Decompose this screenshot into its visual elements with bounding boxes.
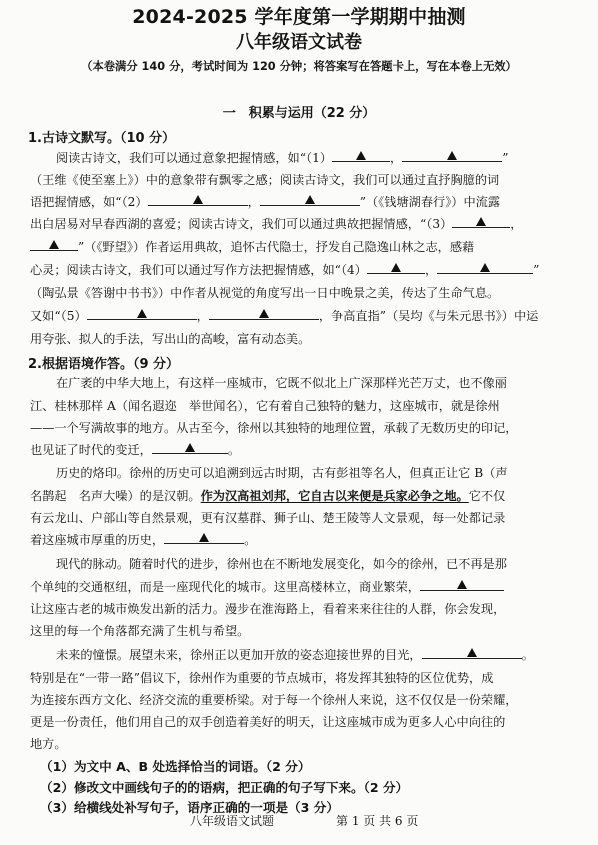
exam-title-year: 2024-2025 学年度第一学期期中抽测 bbox=[132, 6, 466, 28]
triangle-marker-icon bbox=[137, 309, 147, 318]
answer-blank[interactable] bbox=[437, 272, 533, 274]
text-segment: ， bbox=[510, 217, 523, 231]
subquestion-1: （1）为文中 A、B 处选择恰当的词语。（2 分） bbox=[40, 759, 311, 774]
text-segment: 。 bbox=[521, 648, 534, 662]
triangle-marker-icon bbox=[391, 263, 401, 272]
triangle-marker-icon bbox=[480, 263, 490, 272]
answer-blank[interactable] bbox=[422, 657, 522, 659]
passage-line: 地方。 bbox=[30, 737, 67, 751]
passage-line: 特别是在“一带一路”倡议下，徐州作为重要的节点城市，将发挥其独特的区位优势，成 bbox=[30, 671, 494, 685]
passage-line: 现代的脉动。随着时代的进步，徐州也在不断地发展变化，如今的徐州，已不再是那 bbox=[56, 557, 507, 571]
text-segment: 个单纯的交通枢纽，而是一座现代化的城市。这里高楼林立，商业繁荣， bbox=[30, 580, 420, 594]
passage-line: ——一个写满故事的地方。从古至今，徐州以其独特的地理位置，承载了无数历史的印记， bbox=[30, 421, 518, 435]
q1-line-8 bbox=[30, 307, 538, 324]
text-segment: ” bbox=[533, 263, 540, 277]
passage-line: 江、桂林那样 A（闻名遐迩 举世闻名），它有着自己独特的魅力，这座城市，就是徐州 bbox=[30, 399, 500, 413]
q1-line-9: 用夸张、拟人的手法，写出山的高峻，富有动态美。 bbox=[30, 332, 311, 346]
text-segment: ” bbox=[502, 151, 509, 165]
passage-line: 有云龙山、户部山等自然景观，更有汉墓群、狮子山、楚王陵等人文景观，每一处都记录 bbox=[30, 511, 506, 525]
text-segment: ， bbox=[424, 263, 438, 277]
answer-blank[interactable] bbox=[452, 226, 510, 228]
answer-blank[interactable] bbox=[87, 318, 197, 320]
text-segment: 未来的憧憬。展望未来，徐州正以更加开放的姿态迎接世界的目光， bbox=[56, 648, 422, 662]
triangle-marker-icon bbox=[49, 240, 59, 249]
footer-page-number: 第 1 页 共 6 页 bbox=[336, 814, 419, 828]
text-segment: 阅读古诗文，我们可以通过意象把握情感，如“（1） bbox=[56, 151, 333, 165]
underlined-sentence: 作为汉高祖刘邦，它自古以来便是兵家必争之地。 bbox=[200, 489, 469, 503]
text-segment: ，争高直指”（吴均《与朱元思书》）中运 bbox=[318, 309, 539, 323]
triangle-marker-icon bbox=[447, 151, 457, 160]
triangle-marker-icon bbox=[467, 648, 477, 657]
triangle-marker-icon bbox=[457, 580, 467, 589]
text-segment: ”（《钱塘湖春行》）中流露 bbox=[359, 195, 501, 209]
triangle-marker-icon bbox=[356, 151, 366, 160]
passage-line bbox=[30, 487, 505, 504]
text-segment: 也见证了时代的变迁， bbox=[30, 443, 152, 457]
text-segment: 语把握情感，如“（2） bbox=[30, 195, 148, 209]
q1-line-7: （陶弘景《答谢中书书》）中作者从视觉的角度写出一日中晚景之美，传达了生命气息。 bbox=[30, 286, 500, 300]
passage-line bbox=[30, 441, 240, 458]
passage-line: 更是一份责任，他们用自己的双手创造着美好的明天，让这座城市成为更多人心中向往的 bbox=[30, 715, 506, 729]
subquestion-2: （2）修改文中画线句子的的语病，把正确的句子写下来。（2 分） bbox=[40, 780, 409, 795]
triangle-marker-icon bbox=[305, 195, 315, 204]
q1-line-1 bbox=[56, 149, 508, 166]
text-segment: ， bbox=[390, 151, 403, 165]
footer-subject: 八年级语文试题 bbox=[190, 814, 275, 828]
q1-line-2: （王维《使至塞上》）中的意象带有飘零之感；阅读古诗文，我们可以通过直抒胸臆的词 bbox=[30, 173, 500, 187]
text-segment: 。 bbox=[227, 443, 241, 457]
exam-title: 八年级语文试卷 bbox=[236, 32, 362, 53]
passage-line: 让这座古老的城市焕发出新的活力。漫步在淮海路上，看着来来往往的人群，你会发现， bbox=[30, 602, 506, 616]
text-segment: 着这座城市厚重的历史， bbox=[30, 533, 165, 547]
q1-line-6 bbox=[30, 261, 539, 278]
passage-line: 为连接东西方文化、经济交流的重要桥梁。对于每一个徐州人来说，这不仅仅是一份荣耀， bbox=[30, 693, 518, 707]
text-segment: ”（《野望》）作者运用典故，追怀古代隐士，抒发自己隐逸山林之志，感藉 bbox=[78, 240, 475, 254]
q1-line-5 bbox=[30, 238, 474, 255]
text-segment: 它不仅 bbox=[468, 489, 506, 503]
answer-blank[interactable] bbox=[148, 204, 248, 206]
triangle-marker-icon bbox=[185, 443, 195, 452]
answer-blank[interactable] bbox=[402, 160, 502, 162]
answer-blank[interactable] bbox=[164, 542, 244, 544]
answer-blank[interactable] bbox=[260, 204, 360, 206]
answer-blank[interactable] bbox=[367, 272, 425, 274]
passage-line: 在广袤的中华大地上，有这样一座城市，它既不似北上广深那样光芒万丈，也不像丽 bbox=[56, 376, 507, 390]
passage-line: 历史的烙印。徐州的历史可以追溯到远古时期，古有彭祖等名人，但真正让它 B（声 bbox=[56, 466, 508, 480]
text-segment: 名鹊起 名声大噪）的是汉朝。 bbox=[30, 489, 201, 503]
answer-blank[interactable] bbox=[30, 249, 78, 251]
text-segment: 。 bbox=[244, 533, 257, 547]
section-heading: 一 积累与运用（22 分） bbox=[222, 106, 376, 121]
text-segment: ， bbox=[196, 309, 209, 323]
triangle-marker-icon bbox=[199, 533, 209, 542]
passage-line: 这里的每一个角落都充满了生机与希望。 bbox=[30, 624, 250, 638]
question-2-title: 2.根据语境作答。（9 分） bbox=[28, 357, 180, 372]
text-segment: 心灵；阅读古诗文，我们可以通过写作方法把握情感，如“（4） bbox=[30, 263, 367, 277]
answer-blank[interactable] bbox=[420, 589, 504, 591]
triangle-marker-icon bbox=[259, 309, 269, 318]
passage-line bbox=[30, 531, 256, 548]
question-1-title: 1.古诗文默写。（10 分） bbox=[28, 131, 176, 146]
q1-line-3 bbox=[30, 193, 500, 210]
triangle-marker-icon bbox=[476, 217, 486, 226]
answer-blank[interactable] bbox=[332, 160, 390, 162]
text-segment: ， bbox=[247, 195, 260, 209]
triangle-marker-icon bbox=[193, 195, 203, 204]
exam-instructions: （本卷满分 140 分，考试时间为 120 分钟；将答案写在答题卡上，写在本卷上无效） bbox=[81, 60, 517, 73]
passage-line bbox=[30, 578, 504, 595]
passage-line bbox=[56, 646, 534, 663]
q1-line-4 bbox=[30, 215, 522, 232]
subquestion-3: （3）给横线处补写句子，语序正确的一项是（3 分） bbox=[40, 800, 339, 815]
answer-blank[interactable] bbox=[209, 318, 319, 320]
text-segment: 又如“（5） bbox=[30, 309, 87, 323]
answer-blank[interactable] bbox=[152, 452, 228, 454]
text-segment: 出白居易对早春西湖的喜爱；阅读古诗文，我们可以通过典故把握情感，“（3） bbox=[30, 217, 453, 231]
